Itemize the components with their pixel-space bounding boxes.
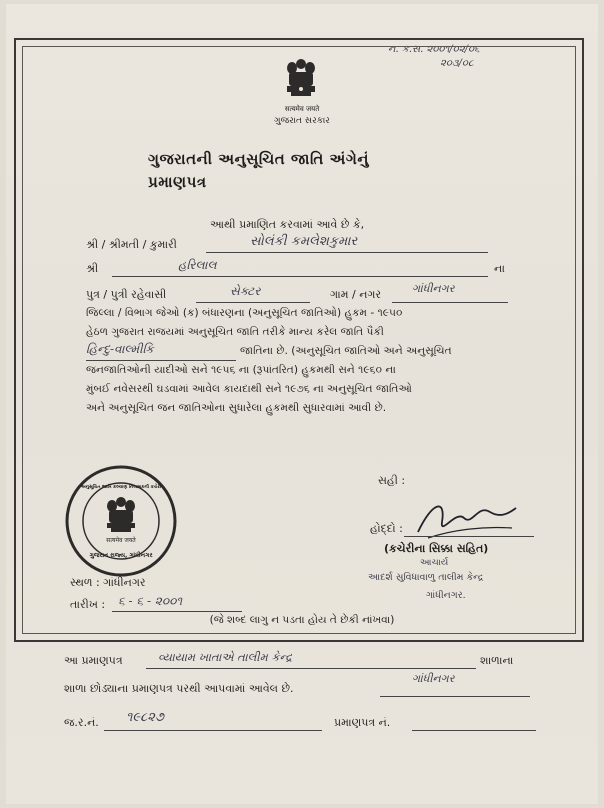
office-seal <box>64 464 178 578</box>
name-value: સોલંકી કમલેશકુમાર <box>250 234 358 249</box>
village-underline <box>392 302 508 303</box>
seal-ring-text: અનુસૂચિત જાતિ કલ્યાણ નિયામકની કચેરી <box>81 485 161 490</box>
office-seal-icon <box>64 464 178 578</box>
sign-label: સહી : <box>378 474 406 487</box>
designation-label: હોદ્દો : <box>370 522 403 535</box>
school-value: વ્યાયામ ખાતાએ તાલીમ કેન્દ્ર <box>158 650 293 664</box>
reg-value: ૧૯૮૨૭ <box>126 710 164 725</box>
residence-underline <box>196 302 310 303</box>
intro-text: આથી પ્રમાણિત કરવામાં આવે છે કે, <box>210 218 365 231</box>
stamp-line1: (કચેરીના સિક્કા સહિત) <box>384 542 489 555</box>
reg-underline <box>104 730 322 731</box>
body-line2: હેઠળ ગુજરાત રાજયમાં અનુસૂચિત જાતિ તરીકે માન્ય કરેલ જાતિ પૈકી <box>86 326 384 338</box>
footer-line1-suffix: શાળાના <box>480 654 514 667</box>
stamp-line2: આચાર્ય <box>420 558 449 568</box>
caste-value: હિન્દુ-વાલ્મીકિ <box>86 342 154 356</box>
designation-underline <box>404 536 534 537</box>
stamp-line4: ગાંધીનગર. <box>426 590 466 601</box>
corner-note-line1: ન. ક.સ. ૨૦૦૧/૦૨/૦૬ <box>388 44 480 55</box>
cert-no-underline <box>412 730 536 731</box>
residence-label: પુત્ર / પુત્રી રહેવાસી <box>86 288 167 301</box>
date-label: તારીખ : <box>70 598 106 611</box>
father-value: હરિલાલ <box>178 258 217 272</box>
emblem-motto: सत्यमेव जयते <box>284 105 320 113</box>
place-label: સ્થળ : ગાંધીનગર <box>70 576 146 589</box>
village-label: ગામ / નગર <box>330 288 382 301</box>
cert-no-label: પ્રમાણપત્ર નં. <box>334 716 391 729</box>
corner-note-line2: ૨૦૩/૦૮ <box>440 58 474 69</box>
residence-value: સેક્ટર <box>230 284 261 298</box>
seal-motto: सत्यमेव जयते <box>106 537 136 544</box>
father-underline <box>112 276 488 277</box>
footer-line2-value: ગાંધીનગર <box>412 672 455 685</box>
strike-note: (જે શબ્દ લાગુ ન પડતા હોય તે છેકી નાંખવા) <box>209 614 395 626</box>
school-underline <box>146 668 476 669</box>
body-line6: અને અનુસૂચિત જન જાતિઓના સુધારેલા હુકમથી સુધારવામાં આવી છે. <box>86 402 387 414</box>
footer-line2: શાળા છોડ્યાના પ્રમાણપત્ર પરથી આપવામાં આવેલ છે. <box>64 682 294 695</box>
stamp-line3: આદર્શ સુવિધાવાળુ તાલીમ કેન્દ્ર <box>368 572 484 583</box>
national-emblem-icon <box>281 56 321 108</box>
seal-bottom-text: ગુજરાત રાજ્ય, ગાંધીનગર <box>89 552 153 559</box>
footer-line2-underline <box>380 696 530 697</box>
body-line5: મુંબઈ નવેસરથી ઘડવામાં આવેલ કાયદાથી સને ૧૯૭૬ ના અનુસૂચિત જાતિઓ <box>86 383 412 395</box>
body-line3: જાતિના છે. (અનુસૂચિત જાતિઓ અને અનુસૂચિત <box>240 345 452 357</box>
certificate-title-line1: ગુજરાતની અનુસૂચિત જાતિ અંગેનું <box>148 150 369 168</box>
name-label: શ્રી / શ્રીમતી / કુમારી <box>86 238 177 251</box>
body-line4: જનજાતિઓની યાદીઓ સને ૧૯૫૬ ના (રૂપાંતરિત) હુકમથી સને ૧૯૬૦ ના <box>86 364 396 376</box>
certificate-title-line2: પ્રમાણપત્ર <box>148 173 207 191</box>
reg-label: જ.ર.નં. <box>64 716 99 729</box>
father-label: શ્રી <box>86 262 99 275</box>
father-suffix: ના <box>494 262 505 275</box>
body-line1: જિલ્લા / વિભાગ જેઓ (ક) બંધારણના (અનુસૂચિત જાતિઓ) હુકમ - ૧૯૫૦ <box>86 307 403 319</box>
name-underline <box>206 252 488 253</box>
footer-line1-prefix: આ પ્રમાણપત્ર <box>64 654 123 667</box>
date-underline <box>112 611 242 612</box>
emblem-caption: ગુજરાત સરકાર <box>274 116 330 126</box>
date-value: ૬ - ૬ - ૨૦૦૧ <box>118 594 183 608</box>
village-value: ગાંધીનગર <box>412 282 455 295</box>
